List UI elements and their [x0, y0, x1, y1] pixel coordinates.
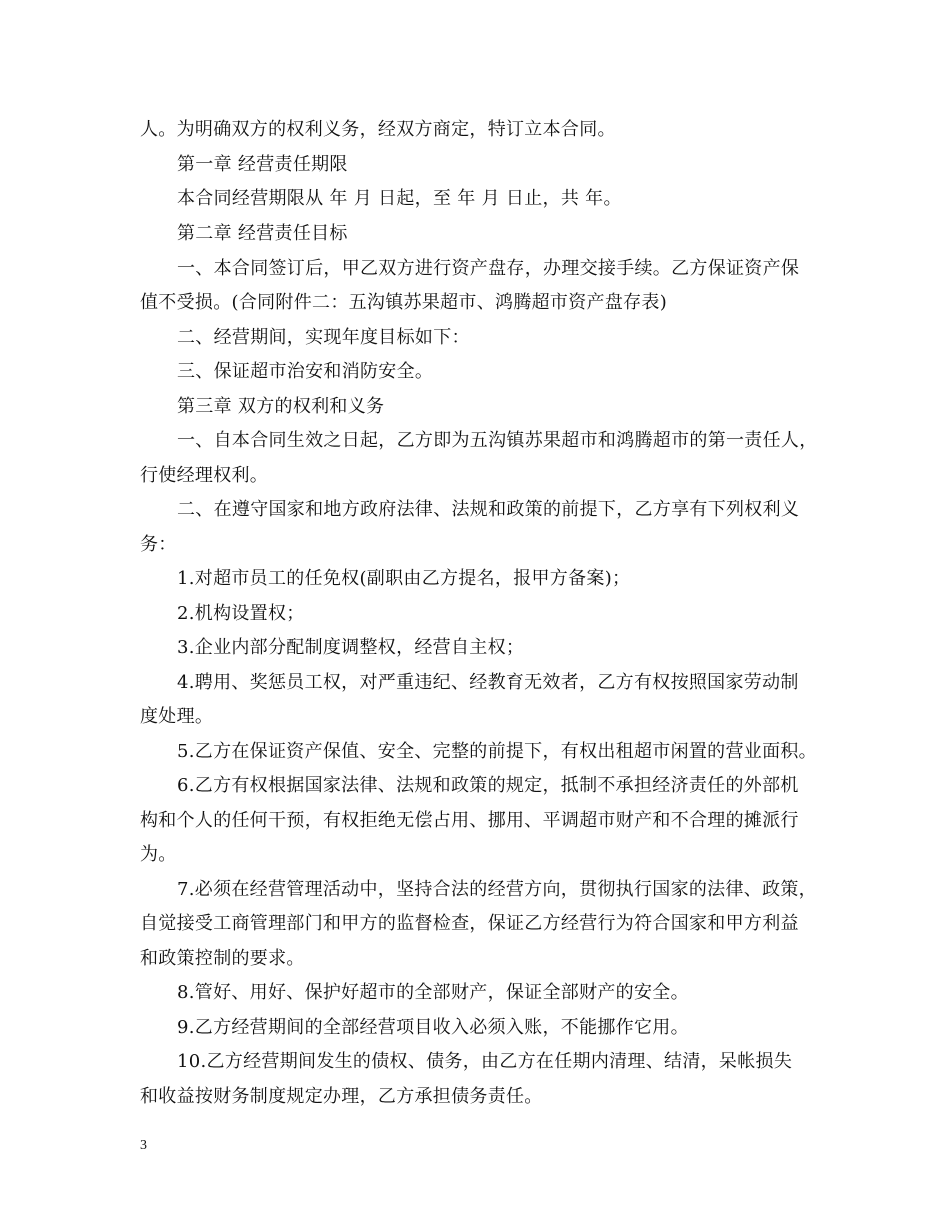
text-line: 行使经理权利。	[140, 465, 269, 486]
list-item: 8.管好、用好、保护好超市的全部财产，保证全部财产的安全。	[177, 982, 689, 1003]
text-line: 度处理。	[140, 706, 214, 727]
list-item: 6.乙方有权根据国家法律、法规和政策的规定，抵制不承担经济责任的外部机	[177, 775, 799, 796]
text-line: 值不受损。(合同附件二：五沟镇苏果超市、鸿腾超市资产盘存表)	[140, 292, 668, 313]
chapter-heading: 第二章 经营责任目标	[177, 223, 348, 244]
text-line: 和收益按财务制度规定办理，乙方承担债务责任。	[140, 1086, 543, 1107]
text-line: 为。	[140, 844, 177, 865]
list-item: 4.聘用、奖惩员工权，对严重违纪、经教育无效者，乙方有权按照国家劳动制	[177, 672, 799, 693]
text-line: 自觉接受工商管理部门和甲方的监督检查，保证乙方经营行为符合国家和甲方利益	[140, 913, 799, 934]
chapter-heading: 第一章 经营责任期限	[177, 154, 348, 175]
list-item: 2.机构设置权；	[177, 603, 305, 624]
list-item: 7.必须在经营管理活动中，坚持合法的经营方向，贯彻执行国家的法律、政策，	[177, 879, 817, 900]
list-item: 9.乙方经营期间的全部经营项目收入必须入账，不能挪作它用。	[177, 1017, 689, 1038]
text-line: 二、经营期间，实现年度目标如下：	[177, 327, 470, 348]
page-number: 3	[140, 1138, 147, 1153]
list-item: 1.对超市员工的任免权(副职由乙方提名，报甲方备案)；	[177, 568, 631, 589]
text-line: 二、在遵守国家和地方政府法律、法规和政策的前提下，乙方享有下列权利义	[177, 499, 800, 520]
text-line: 和政策控制的要求。	[140, 948, 305, 969]
text-line: 人。为明确双方的权利义务，经双方商定，特订立本合同。	[140, 119, 616, 140]
list-item: 5.乙方在保证资产保值、安全、完整的前提下，有权出租超市闲置的营业面积。	[177, 741, 817, 762]
text-line: 一、本合同签订后，甲乙双方进行资产盘存，办理交接手续。乙方保证资产保	[177, 258, 800, 279]
list-item: 3.企业内部分配制度调整权，经营自主权；	[177, 637, 525, 658]
text-line: 一、自本合同生效之日起，乙方即为五沟镇苏果超市和鸿腾超市的第一责任人，	[177, 430, 818, 451]
list-item: 10.乙方经营期间发生的债权、债务，由乙方在任期内清理、结清，呆帐损失	[177, 1051, 793, 1072]
text-line: 三、保证超市治安和消防安全。	[177, 361, 434, 382]
text-line: 构和个人的任何干预，有权拒绝无偿占用、挪用、平调超市财产和不合理的摊派行	[140, 810, 799, 831]
text-line: 本合同经营期限从 年 月 日起，至 年 月 日止，共 年。	[177, 188, 622, 209]
chapter-heading: 第三章 双方的权利和义务	[177, 396, 385, 417]
text-line: 务：	[140, 534, 177, 555]
